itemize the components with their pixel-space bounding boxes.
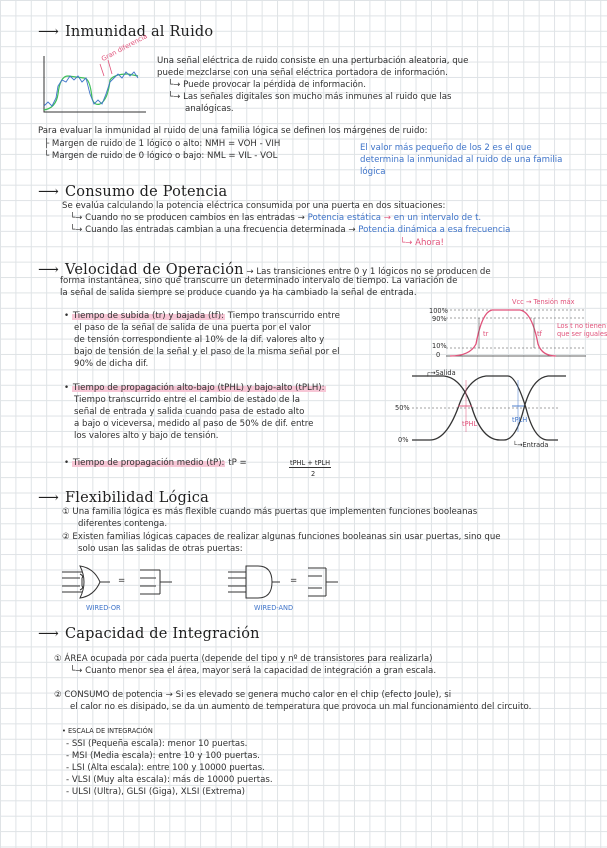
arrow-hook-icon: └→ — [70, 213, 86, 223]
y-tick-label: 100% — [429, 307, 448, 315]
arrow-icon: → — [345, 225, 359, 235]
arrow-hook-icon: └→ — [70, 225, 86, 235]
title-text: Inmunidad al Ruido — [65, 24, 214, 40]
paragraph: 90% de dicha dif. — [74, 359, 149, 369]
arrow-hook-icon: ┌→ — [426, 369, 436, 377]
paragraph: diferentes contenga. — [78, 519, 168, 529]
list-item — [70, 666, 436, 678]
formula-text: Margen de ruido de 1 lógico o alto: NMH = VOH - VIH — [51, 139, 281, 149]
paragraph: señal de entrada y salida cuando pasa de estado alto — [74, 407, 305, 417]
entrada-label — [513, 441, 548, 449]
branch-icon: └ — [44, 151, 52, 161]
formula-text: Margen de ruido de 0 lógico o bajo: NML = VIL - VOL — [51, 151, 278, 161]
list-item — [70, 225, 510, 237]
formula-lhs: tP = — [228, 458, 247, 468]
bullet-text: Puede provocar la pérdida de información. — [183, 80, 366, 90]
graph-note: que ser iguales — [557, 330, 607, 338]
note-pink — [400, 238, 444, 250]
bullet-icon: • — [64, 383, 72, 393]
note-text: Ahora! — [415, 238, 444, 248]
paragraph: a bajo o viceversa, medido al paso de 50% de dif. entre — [74, 419, 314, 429]
section-title-integracion — [38, 626, 260, 642]
paragraph: Una señal eléctrica de ruido consiste en una perturbación aleatoria, que — [157, 56, 469, 66]
arrow-right-icon: ⟶ — [38, 262, 59, 278]
intro-text: Las transiciones entre 0 y 1 lógicos no se producen de — [256, 267, 491, 277]
rise-fall-heading — [64, 311, 340, 323]
list-blue: Potencia estática — [307, 213, 382, 223]
paragraph: los valores alto y bajo de tensión. — [74, 431, 219, 441]
arrow-right-icon: ⟶ — [38, 490, 59, 506]
paragraph: bajo de tensión de la señal y el paso de la misma señal por el — [74, 347, 340, 357]
note-blue: determina la inmunidad al ruido de una familia — [360, 155, 563, 165]
paragraph: de tensión correspondiente al 10% de la dif. valores alto y — [74, 335, 325, 345]
paragraph: solo usan las salidas de otras puertas: — [78, 544, 243, 554]
heading-rest: Tiempo transcurrido entre — [227, 311, 340, 321]
arrow-icon: → — [381, 213, 394, 223]
bullet-text: Las señales digitales son mucho más inmunes al ruido que las — [183, 92, 452, 102]
branch-icon: ├ — [44, 139, 52, 149]
arrow-hook-icon: └→ — [400, 238, 416, 248]
section-title-flexibilidad — [38, 490, 209, 506]
bullet-item — [168, 80, 366, 92]
heading-text: Tiempo de subida (tr) y bajada (tf): — [72, 311, 224, 321]
scale-item: - VLSI (Muy alta escala): más de 10000 puertas. — [66, 775, 273, 785]
margin-high — [44, 139, 280, 151]
note-blue: lógica — [360, 167, 386, 177]
heading-text: Tiempo de propagación alto-bajo (tPHL) y bajo-alto (tPLH): — [72, 383, 325, 393]
vcc-label: Vcc → Tensión máx — [512, 298, 575, 306]
bullet-icon: • — [64, 458, 72, 468]
tr-label: tr — [483, 330, 489, 338]
paragraph: la señal de salida siempre se produce cuando ya ha cambiado la señal de entrada. — [60, 288, 417, 298]
section-title-consumo — [38, 184, 227, 200]
list-text: Cuanto menor sea el área, mayor será la capacidad de integración a gran escala. — [85, 666, 437, 676]
list-blue: Potencia dinámica a esa frecuencia — [358, 225, 511, 235]
list-item — [70, 213, 481, 225]
scale-item: - SSI (Pequeña escala): menor 10 puertas. — [66, 739, 248, 749]
title-text: Capacidad de Integración — [65, 626, 260, 642]
noise-graph — [38, 54, 150, 116]
y-tick-label: 0 — [436, 351, 441, 359]
paragraph: ① ÁREA ocupada por cada puerta (depende del tipo y nº de transistores para realizarla) — [54, 654, 433, 664]
scale-item: - ULSI (Ultra), GLSI (Giga), XLSI (Extrema) — [66, 787, 246, 797]
arrow-right-icon: ⟶ — [38, 24, 59, 40]
label-text: Salida — [435, 369, 456, 377]
paragraph: Tiempo transcurrido entre el cambio de estado de la — [74, 395, 301, 405]
title-text: Consumo de Potencia — [65, 184, 228, 200]
tplh-label: tPLH — [512, 416, 528, 424]
list-text: Cuando las entradas cambian a una frecuencia determinada — [85, 225, 346, 235]
propagation-graph — [408, 370, 578, 450]
arrow-right-icon: ⟶ — [38, 184, 59, 200]
wired-and-diagram — [226, 562, 346, 602]
arrow-hook-icon: └→ — [70, 666, 86, 676]
formula-numerator: tPHL + tPLH — [290, 459, 331, 467]
arrow-right-icon: ⟶ — [38, 626, 59, 642]
arrow-icon: → — [294, 213, 308, 223]
wired-and-label: WIRED-AND — [254, 604, 294, 612]
heading-text: Tiempo de propagación medio (tP): — [72, 458, 225, 468]
list-blue: en un intervalo de t. — [393, 213, 482, 223]
graph-note: Los t no tienen — [557, 322, 607, 330]
y-tick-label: 90% — [432, 315, 447, 323]
arrow-hook-icon: └→ — [513, 441, 523, 449]
paragraph: ② CONSUMO de potencia → Si es elevado se genera mucho calor en el chip (efecto Joule), si — [54, 690, 452, 700]
paragraph: ② Existen familias lógicas capaces de realizar algunas funciones booleanas sin usar puertas, sino que — [62, 532, 501, 542]
y-tick-label: 50% — [395, 404, 410, 412]
tphl-label: tPHL — [462, 420, 478, 428]
paragraph: puede mezclarse con una señal eléctrica portadora de información. — [157, 68, 448, 78]
title-text: Flexibilidad Lógica — [65, 490, 209, 506]
salida-label — [426, 369, 456, 377]
y-tick-label: 0% — [398, 436, 409, 444]
paragraph: Para evaluar la inmunidad al ruido de una familia lógica se definen los márgenes de ruido: — [38, 126, 428, 136]
paragraph: el calor no es disipado, se da un aumento de temperatura que provoca un mal funcionamiento del circuito. — [70, 702, 532, 712]
y-tick-label: 10% — [432, 342, 447, 350]
margin-low — [44, 151, 277, 163]
paragraph: forma instantánea, sino que transcurre un determinado intervalo de tiempo. La variación de — [60, 276, 458, 286]
prop-heading — [64, 383, 326, 395]
paragraph: ① Una familia lógica es más flexible cuando más puertas que implementen funciones booleanas — [62, 507, 478, 517]
paragraph: Se evalúa calculando la potencia eléctrica consumida por una puerta en dos situaciones: — [62, 201, 446, 211]
formula-denominator: 2 — [311, 470, 316, 478]
bullet-icon: • — [64, 311, 72, 321]
label-text: Entrada — [522, 441, 549, 449]
bullet-continuation: analógicas. — [185, 104, 234, 114]
equals-sign: = — [118, 576, 126, 586]
scale-heading: • ESCALA DE INTEGRACIÓN — [62, 727, 153, 735]
equals-sign: = — [290, 576, 298, 586]
wired-or-label: WIRED-OR — [86, 604, 121, 612]
paragraph: el paso de la señal de salida de una puerta por el valor — [74, 323, 311, 333]
arrow-hook-icon: └→ — [168, 80, 184, 90]
avg-prop-heading — [64, 458, 247, 470]
graph-annotation: Gran diferencia — [100, 32, 149, 64]
arrow-hook-icon: └→ — [168, 92, 184, 102]
note-blue: El valor más pequeño de los 2 es el que — [360, 143, 532, 153]
arrow-icon: → — [243, 267, 257, 277]
bullet-item — [168, 92, 452, 104]
list-text: Cuando no se producen cambios en las entradas — [85, 213, 295, 223]
section-title-inmunidad — [38, 24, 213, 40]
scale-item: - MSI (Media escala): entre 10 y 100 puertas. — [66, 751, 260, 761]
title-text: Velocidad de Operación — [65, 262, 244, 278]
tf-label: tf — [537, 330, 542, 338]
scale-item: - LSI (Alta escala): entre 100 y 10000 puertas. — [66, 763, 265, 773]
